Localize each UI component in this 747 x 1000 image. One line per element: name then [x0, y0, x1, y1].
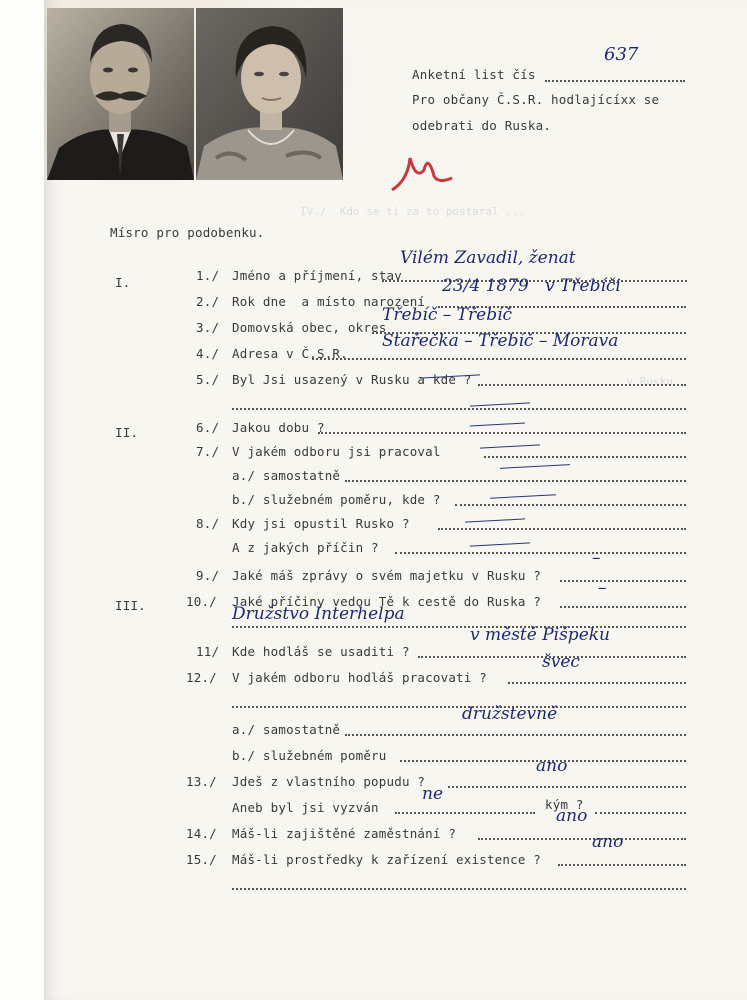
- red-pencil-mark: [388, 140, 458, 200]
- answer-line: [478, 374, 686, 386]
- question-label: a./ samostatně: [232, 722, 341, 737]
- question-number: 12./: [186, 670, 217, 685]
- photo-placeholder-caption: Mísro pro podobenku.: [110, 225, 265, 240]
- question-number: 9./: [196, 568, 220, 583]
- question-number: 13./: [186, 774, 217, 789]
- section-numeral-1: I.: [115, 275, 131, 290]
- answer-line: [558, 854, 686, 866]
- portrait-woman-photo: [196, 8, 343, 180]
- question-label: Byl Jsi usazený v Rusku a kde ?: [232, 372, 472, 387]
- question-label: Jakou dobu ?: [232, 420, 325, 435]
- question-number: 1./: [196, 268, 220, 283]
- handwritten-answer: ano: [592, 832, 624, 852]
- question-label: Adresa v Č.S.R.: [232, 346, 348, 361]
- handwritten-answer: –: [598, 578, 607, 598]
- answer-line: [478, 828, 686, 840]
- answer-line: [455, 494, 686, 506]
- question-label: A z jakých příčin ?: [232, 540, 379, 555]
- handwritten-answer: družstevně: [462, 704, 558, 724]
- question-label: a./ samostatně: [232, 468, 341, 483]
- question-number: 8./: [196, 516, 220, 531]
- answer-line: [484, 446, 686, 458]
- bleed-through-text-2: ... v Rusku: [600, 375, 673, 388]
- form-number-label: Anketní list čís: [412, 67, 536, 82]
- bleed-through-text: IV./ Kdo se ti za to postaral ...: [300, 205, 526, 218]
- answer-line: [595, 802, 686, 814]
- answer-line: [560, 570, 686, 582]
- header-line-3: odebrati do Ruska.: [412, 118, 552, 133]
- question-label: Jaké máš zprávy o svém majetku v Rusku ?: [232, 568, 542, 583]
- question-label: Aneb byl jsi vyzván: [232, 800, 379, 815]
- handwritten-answer: Družstvo Interhelpa: [232, 604, 405, 624]
- handwritten-answer: Stařečka – Třebíč – Morava: [382, 331, 619, 351]
- question-label: Kde hodláš se usaditi ?: [232, 644, 410, 659]
- form-number-handwritten: 637: [604, 44, 639, 65]
- question-label: Jméno a příjmení, stav: [232, 268, 402, 283]
- question-number: 10./: [186, 594, 217, 609]
- question-label: Jaké příčiny vedou Tě k cestě do Ruska ?: [232, 594, 542, 609]
- question-number: 7./: [196, 444, 220, 459]
- answer-line: [508, 672, 686, 684]
- question-number: 14./: [186, 826, 217, 841]
- answer-line: [448, 776, 686, 788]
- question-number: 6./: [196, 420, 220, 435]
- handwritten-answer: Třebíč – Třebíč: [382, 305, 513, 325]
- answer-line: [395, 802, 535, 814]
- question-label: Domovská obec, okres: [232, 320, 387, 335]
- question-number: 5./: [196, 372, 220, 387]
- question-label: Máš-li zajištěné zaměstnání ?: [232, 826, 457, 841]
- question-number: 3./: [196, 320, 220, 335]
- section-numeral-2: II.: [115, 425, 139, 440]
- answer-line-extra: [232, 878, 686, 890]
- handwritten-answer: švec: [542, 652, 580, 672]
- page-margin: [0, 0, 44, 1000]
- answer-line-extra: [232, 398, 686, 410]
- handwritten-answer: 23/4 1879 v Třebíči: [442, 276, 621, 296]
- section-numeral-3: III.: [115, 598, 146, 613]
- form-number-line: [545, 70, 685, 82]
- answer-line: [345, 724, 686, 736]
- question-number: 11/: [196, 644, 220, 659]
- handwritten-answer: ano: [536, 756, 568, 776]
- handwritten-answer: v městě Pišpeku: [470, 625, 611, 645]
- answer-line: [560, 596, 686, 608]
- question-label: Rok dne a místo narození: [232, 294, 426, 309]
- question-label: V jakém odboru hodláš pracovati ?: [232, 670, 487, 685]
- question-number: 2./: [196, 294, 220, 309]
- header-line-2: Pro občany Č.S.R. hodlajícíxx se: [412, 92, 660, 107]
- question-label: b./ služebném poměru: [232, 748, 387, 763]
- handwritten-answer: Vilém Zavadil, ženat: [400, 248, 576, 268]
- answer-line-extra: [232, 696, 686, 708]
- question-label: Kdy jsi opustil Rusko ?: [232, 516, 410, 531]
- handwritten-answer: ne: [422, 784, 444, 804]
- question-number: 15./: [186, 852, 217, 867]
- question-label: b./ služebném poměru, kde ?: [232, 492, 441, 507]
- answer-line: [395, 542, 686, 554]
- handwritten-answer: –: [592, 548, 601, 568]
- question-label: V jakém odboru jsi pracoval: [232, 444, 441, 459]
- handwritten-answer: ano: [556, 806, 588, 826]
- question-number: 4./: [196, 346, 220, 361]
- kym-label: kým ?: [545, 797, 584, 812]
- question-label: Jdeš z vlastního popudu ?: [232, 774, 426, 789]
- answer-line: [345, 470, 686, 482]
- portrait-man-photo: [47, 8, 194, 180]
- answer-line: [438, 518, 686, 530]
- question-label: Máš-li prostředky k zařízení existence ?: [232, 852, 542, 867]
